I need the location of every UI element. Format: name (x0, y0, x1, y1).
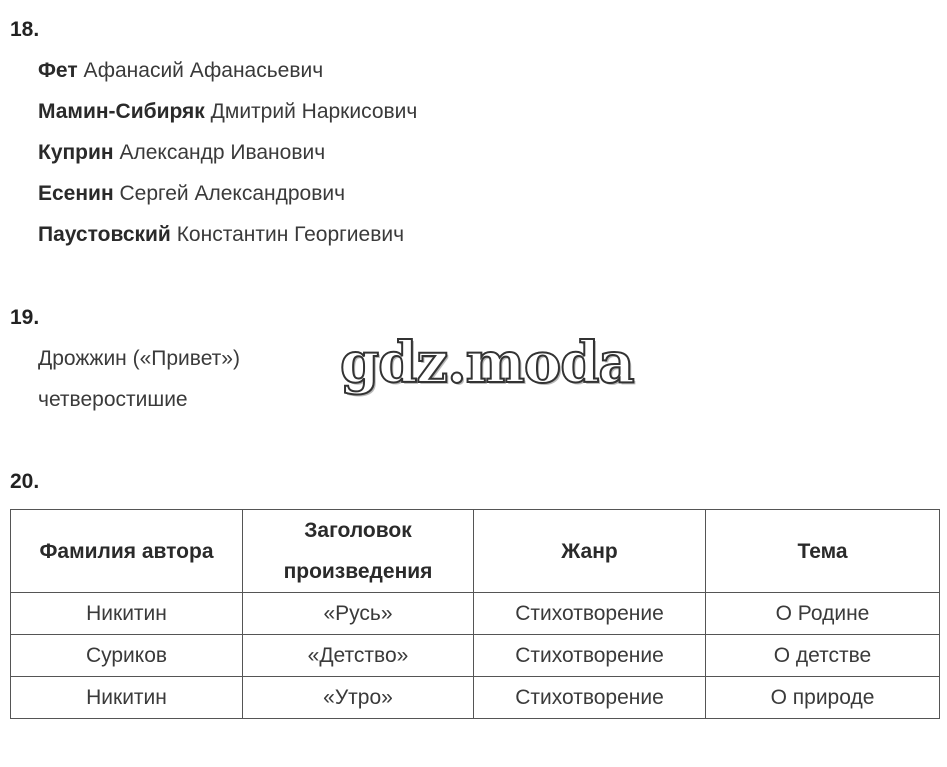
table-cell: Стихотворение (474, 677, 706, 719)
table-cell: Суриков (11, 635, 243, 677)
table-cell: О детстве (706, 635, 940, 677)
table-cell: Никитин (11, 593, 243, 635)
table-cell: Никитин (11, 677, 243, 719)
author-name: Сергей Александрович (119, 182, 346, 205)
table-cell: «Русь» (243, 593, 474, 635)
author-surname: Есенин (38, 182, 114, 205)
table-cell: Стихотворение (474, 593, 706, 635)
watermark-logo: gdz.moda (340, 330, 634, 396)
author-surname: Мамин-Сибиряк (38, 100, 205, 123)
table-row (11, 593, 940, 635)
author-surname: Паустовский (38, 223, 171, 246)
author-line (38, 100, 417, 124)
column-header: Заголовок произведения (243, 510, 474, 593)
table-header-row (11, 510, 940, 593)
author-name: Дмитрий Наркисович (210, 100, 418, 123)
author-name: Александр Иванович (119, 141, 326, 164)
table-row (11, 677, 940, 719)
table-cell: О природе (706, 677, 940, 719)
table-cell: «Детство» (243, 635, 474, 677)
author-line (38, 223, 404, 247)
author-surname: Куприн (38, 141, 114, 164)
task-18-number: 18. (10, 18, 40, 41)
author-line (38, 141, 325, 165)
task-20-number: 20. (10, 470, 40, 493)
task-19-number: 19. (10, 306, 40, 329)
author-line (38, 182, 345, 206)
author-line (38, 59, 323, 83)
table-row (11, 635, 940, 677)
author-name: Константин Георгиевич (176, 223, 405, 246)
table-cell: Стихотворение (474, 635, 706, 677)
column-header: Жанр (474, 510, 706, 593)
author-surname: Фет (38, 59, 78, 82)
answer-line: четверостишие (38, 388, 188, 411)
column-header: Тема (706, 510, 940, 593)
answer-line: Дрожжин («Привет») (38, 347, 240, 370)
table-cell: О Родине (706, 593, 940, 635)
author-name: Афанасий Афанасьевич (83, 59, 324, 82)
works-table (10, 509, 940, 719)
column-header: Фамилия автора (11, 510, 243, 593)
table-cell: «Утро» (243, 677, 474, 719)
